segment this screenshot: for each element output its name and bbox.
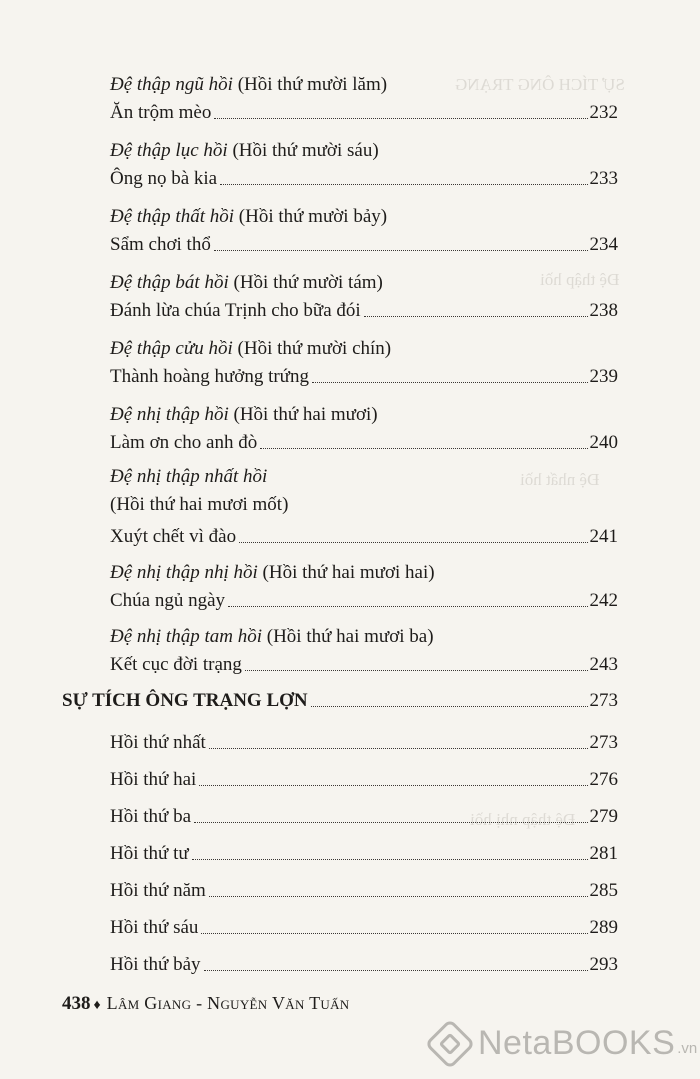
leader-dots [209, 748, 588, 749]
netabooks-logo-icon [425, 1018, 476, 1069]
toc-chapter[interactable] [110, 802, 618, 828]
toc-chapter[interactable] [110, 950, 618, 976]
leader-dots [214, 250, 588, 251]
toc-entry[interactable] [110, 404, 618, 454]
chapter-page: 276 [589, 769, 618, 790]
leader-dots [220, 184, 587, 185]
chapter-page: 289 [589, 917, 618, 938]
chapter-title: Hồi thứ tư [110, 843, 189, 864]
entry-page: 242 [589, 590, 618, 611]
entry-page: 234 [589, 234, 618, 255]
section-page: 273 [589, 690, 618, 711]
watermark-brand: NetaBOOKS [478, 1024, 676, 1062]
chapter-page: 285 [589, 880, 618, 901]
chapter-title: Hồi thứ năm [110, 880, 206, 901]
entry-heading [110, 206, 618, 230]
toc-entry[interactable] [110, 206, 618, 256]
entry-title: Đánh lừa chúa Trịnh cho bữa đói [110, 300, 361, 321]
show-through-text: Đệ thập hồi [540, 270, 620, 289]
entry-paren: (Hồi thứ hai mươi) [233, 404, 378, 425]
entry-heading [110, 272, 618, 296]
toc-chapter[interactable] [110, 913, 618, 939]
leader-dots [194, 822, 587, 823]
entry-page: 233 [589, 168, 618, 189]
entry-page: 239 [589, 366, 618, 387]
leader-dots [214, 118, 587, 119]
toc-entry[interactable] [110, 140, 618, 190]
entry-page: 240 [589, 432, 618, 453]
toc-chapter[interactable] [110, 765, 618, 791]
toc-entry[interactable] [110, 338, 618, 388]
toc-entry[interactable] [110, 272, 618, 322]
show-through-text: SỰ TÍCH ÔNG TRẠNG [455, 75, 625, 94]
toc-entry[interactable] [110, 466, 618, 548]
chapter-title: Hồi thứ hai [110, 769, 197, 790]
chapter-page: 273 [589, 732, 618, 753]
page-footer [62, 992, 349, 1017]
entry-title: Sẩm chơi thổ [110, 234, 211, 255]
page-number: 438 [62, 993, 91, 1014]
entry-ordinal: Đệ nhị thập nhị hồi [110, 562, 258, 583]
entry-paren: (Hồi thứ hai mươi ba) [266, 626, 434, 647]
entry-ordinal: Đệ nhị thập hồi [110, 404, 229, 425]
chapter-title: Hồi thứ sáu [110, 917, 199, 938]
leader-dots [209, 896, 588, 897]
entry-title: Chúa ngủ ngày [110, 590, 226, 611]
leader-dots [245, 670, 588, 671]
entry-page: 238 [589, 300, 618, 321]
toc-entry[interactable] [110, 562, 618, 612]
toc-chapter[interactable] [110, 876, 618, 902]
entry-paren: (Hồi thứ hai mươi mốt) [110, 494, 289, 515]
entry-title: Thành hoàng hưởng trứng [110, 366, 309, 387]
entry-ordinal: Đệ thập thất hồi [110, 206, 235, 227]
entry-ordinal: Đệ thập bát hồi [110, 272, 229, 293]
entry-page: 232 [589, 102, 618, 123]
entry-heading [110, 74, 618, 98]
chapter-page: 281 [589, 843, 618, 864]
leader-dots [260, 448, 587, 449]
entry-heading [110, 140, 618, 164]
entry-paren: (Hồi thứ mười sáu) [232, 140, 379, 161]
leader-dots [311, 706, 588, 707]
diamond-separator: ♦ [93, 998, 101, 1013]
entry-ordinal: Đệ nhị thập nhất hồi [110, 466, 268, 487]
toc-entry[interactable] [110, 626, 618, 676]
entry-title: Xuýt chết vì đào [110, 526, 237, 547]
toc-chapter[interactable] [110, 839, 618, 865]
entry-paren: (Hồi thứ mười lăm) [237, 74, 388, 95]
entry-paren: (Hồi thứ mười chín) [237, 338, 392, 359]
leader-dots [364, 316, 588, 317]
entry-heading [110, 338, 618, 362]
entry-page: 243 [589, 654, 618, 675]
chapter-title: Hồi thứ nhất [110, 732, 206, 753]
show-through-text: Đệ thập nhị hồi [470, 810, 576, 829]
watermark [432, 1024, 697, 1063]
entry-paren: (Hồi thứ mười bảy) [238, 206, 388, 227]
entry-ordinal: Đệ thập lục hồi [110, 140, 228, 161]
chapter-page: 293 [589, 954, 618, 975]
leader-dots [239, 542, 587, 543]
entry-title: Làm ơn cho anh đò [110, 432, 258, 453]
watermark-tld: .vn [677, 1040, 698, 1057]
leader-dots [192, 859, 588, 860]
toc-section-heading[interactable] [62, 686, 618, 712]
entry-page: 241 [589, 526, 618, 547]
section-title: SỰ TÍCH ÔNG TRẠNG LỢN [62, 690, 308, 711]
show-through-text: Đệ nhất hồi [520, 470, 600, 489]
chapter-title: Hồi thứ bảy [110, 954, 201, 975]
leader-dots [228, 606, 587, 607]
entry-title: Ông nọ bà kia [110, 168, 218, 189]
entry-title: Kết cục đời trạng [110, 654, 242, 675]
leader-dots [201, 933, 587, 934]
chapter-page: 279 [589, 806, 618, 827]
entry-heading [110, 466, 618, 490]
footer-authors: Lâm Giang - Nguyễn Văn Tuấn [106, 993, 350, 1013]
entry-heading [110, 562, 618, 586]
toc-chapter[interactable] [110, 728, 618, 754]
entry-title: Ăn trộm mèo [110, 102, 212, 123]
leader-dots [312, 382, 588, 383]
entry-ordinal: Đệ nhị thập tam hồi [110, 626, 262, 647]
entry-ordinal: Đệ thập ngũ hồi [110, 74, 233, 95]
leader-dots [199, 785, 587, 786]
chapter-title: Hồi thứ ba [110, 806, 192, 827]
entry-paren: (Hồi thứ hai mươi hai) [262, 562, 435, 583]
entry-ordinal: Đệ thập cửu hồi [110, 338, 233, 359]
leader-dots [204, 970, 588, 971]
entry-paren: (Hồi thứ mười tám) [233, 272, 383, 293]
entry-heading [110, 626, 618, 650]
toc-entry[interactable] [110, 74, 618, 124]
entry-heading [110, 404, 618, 428]
